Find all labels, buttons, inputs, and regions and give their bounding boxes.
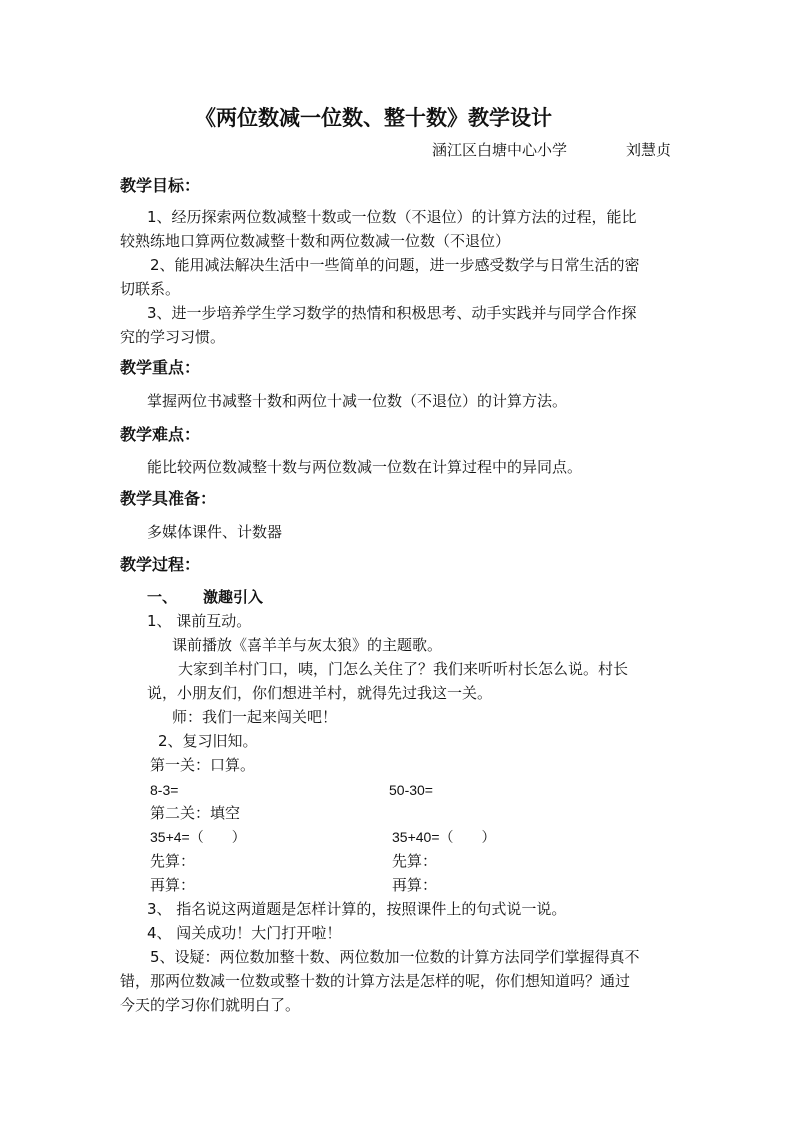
step-1-c: 师：我们一起来闯关吧！ <box>172 708 338 726</box>
key-points-heading: 教学重点： <box>120 358 201 377</box>
section-1-title: 激趣引入 <box>203 588 264 606</box>
key-points-text: 掌握两位书减整十数和两位十减一位数（不退位）的计算方法。 <box>147 392 568 410</box>
objective-2-line-2: 切联系。 <box>120 280 181 298</box>
step-5-line-1: 5、设疑：两位数加整十数、两位数加一位数的计算方法同学们掌握得真不 <box>150 948 640 966</box>
author-name: 刘慧贞 <box>626 141 672 159</box>
section-1-label: 一、 <box>147 588 178 606</box>
objective-2-line-1: 2、能用减法解决生活中一些简单的问题，进一步感受数学与日常生活的密 <box>150 256 640 274</box>
difficulties-heading: 教学难点： <box>120 425 201 444</box>
first-calc-left: 先算： <box>150 852 196 870</box>
process-heading: 教学过程： <box>120 555 201 574</box>
first-calc-right: 先算： <box>392 852 438 870</box>
school-name: 涵江区白塘中心小学 <box>432 141 568 159</box>
step-1-b-line-1: 大家到羊村门口，咦，门怎么关住了？我们来听听村长怎么说。村长 <box>178 660 629 678</box>
preparation-text: 多媒体课件、计数器 <box>147 523 283 541</box>
objective-3-line-2: 究的学习习惯。 <box>120 328 226 346</box>
then-calc-right: 再算： <box>392 876 438 894</box>
step-1-a: 课前播放《喜羊羊与灰太狼》的主题歌。 <box>172 636 443 654</box>
objective-1-line-2: 较熟练地口算两位数减整十数和两位数减一位数（不退位） <box>120 232 511 250</box>
difficulties-text: 能比较两位数减整十数与两位数减一位数在计算过程中的异同点。 <box>147 458 583 476</box>
step-5-line-3: 今天的学习你们就明白了。 <box>120 996 301 1014</box>
level-1: 第一关：口算。 <box>150 756 256 774</box>
question-4: 35+40=（ ） <box>392 829 496 845</box>
level-2: 第二关：填空 <box>150 804 241 822</box>
question-2: 50-30= <box>389 782 433 798</box>
question-1: 8-3= <box>150 782 179 798</box>
step-5-line-2: 错，那两位数减一位数或整十数的计算方法是怎样的呢，你们想知道吗？通过 <box>120 972 631 990</box>
objectives-heading: 教学目标： <box>120 176 201 195</box>
objective-1-line-1: 1、经历探索两位数减整十数或一位数（不退位）的计算方法的过程，能比 <box>147 208 637 226</box>
page-title: 《两位数减一位数、整十数》教学设计 <box>195 106 552 130</box>
then-calc-left: 再算： <box>150 876 196 894</box>
step-4: 4、 闯关成功！大门打开啦！ <box>147 924 342 942</box>
step-1-b-line-2: 说，小朋友们，你们想进羊村，就得先过我这一关。 <box>147 684 493 702</box>
step-1: 1、 课前互动。 <box>147 612 252 630</box>
objective-3-line-1: 3、进一步培养学生学习数学的热情和积极思考、动手实践并与同学合作探 <box>147 304 637 322</box>
step-3: 3、 指名说这两道题是怎样计算的，按照课件上的句式说一说。 <box>147 900 567 918</box>
step-2: 2、复习旧知。 <box>158 732 258 750</box>
question-3: 35+4=（ ） <box>150 829 246 845</box>
preparation-heading: 教学具准备： <box>120 489 217 508</box>
